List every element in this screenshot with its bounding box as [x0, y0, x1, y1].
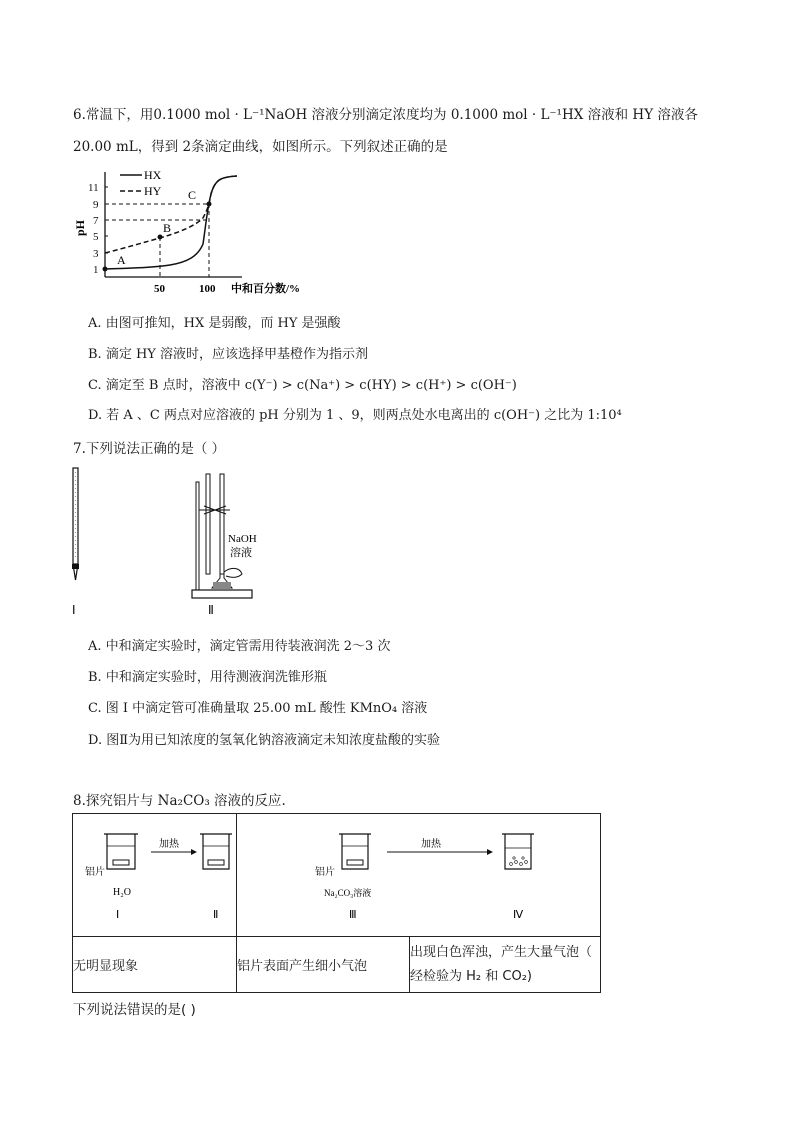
- x-tick-label: 50: [154, 283, 165, 295]
- q7-stem: 7.下列说法正确的是（ ）: [73, 441, 226, 457]
- point-b: [158, 235, 163, 240]
- al-label-1: 铝片: [85, 867, 105, 878]
- point-c-label: C: [188, 188, 197, 202]
- table-cell-exp2: [237, 814, 601, 937]
- table-cell-exp1: [73, 814, 237, 937]
- q7-option-b: B. 中和滴定实验时，用待测液润洗锥形瓶: [88, 670, 327, 685]
- y-tick-label: 5: [93, 231, 99, 243]
- point-a: [103, 267, 108, 272]
- q6-option-a: A. 由图可推知，HX 是弱酸，而 HY 是强酸: [88, 316, 341, 331]
- table-cell-obs1: [73, 937, 237, 993]
- roman-4: Ⅳ: [513, 909, 524, 921]
- titration-chart: [70, 164, 330, 298]
- x-tick-label: 100: [199, 283, 216, 295]
- roman-3: Ⅲ: [349, 909, 357, 921]
- al-label-2: 铝片: [315, 867, 335, 878]
- fig2-label: Ⅱ: [208, 603, 214, 617]
- experiment-1-figure: [73, 814, 236, 932]
- q6-option-b: B. 滴定 HY 溶液时，应该选择甲基橙作为指示剂: [88, 347, 369, 362]
- q8-footer: 下列说法错误的是( ): [73, 1002, 196, 1018]
- titration-apparatus-figure-2: [180, 462, 290, 622]
- q7-option-d: D. 图Ⅱ为用已知浓度的氢氧化钠溶液滴定未知浓度盐酸的实验: [88, 733, 441, 748]
- roman-2: Ⅱ: [213, 909, 219, 921]
- q6-stem-line1: 6.常温下，用0.1000 mol · L⁻¹NaOH 溶液分别滴定浓度均为 0.1000 mol · L⁻¹HX 溶液和 HY 溶液各: [73, 107, 698, 123]
- heat-label-2: 加热: [421, 839, 441, 850]
- point-b-label: B: [163, 221, 172, 235]
- experiment-2-figure: [237, 814, 600, 932]
- y-tick-label: 3: [93, 248, 99, 260]
- y-tick-label: 11: [88, 182, 99, 194]
- q7-option-a: A. 中和滴定实验时，滴定管需用待装液润洗 2～3 次: [88, 639, 391, 654]
- legend-hx-label: HX: [144, 168, 162, 182]
- table-cell-obs3: [410, 937, 601, 993]
- q6-option-c: C. 滴定至 B 点时，溶液中 c(Y⁻) > c(Na⁺) > c(HY) > c(H⁺) > c(OH⁻): [88, 378, 517, 393]
- y-tick-label: 9: [93, 199, 99, 211]
- observation-2: 铝片表面产生细小气泡: [237, 959, 368, 974]
- x-axis-label: 中和百分数/%: [231, 283, 301, 295]
- q8-stem: 8.探究铝片与 Na₂CO₃ 溶液的反应.: [73, 793, 286, 809]
- series-hy-line: [105, 176, 237, 253]
- observation-3-line1: 出现白色浑浊，产生大量气泡（: [410, 944, 593, 960]
- na2co3-label: Na₂CO₃溶液: [324, 888, 372, 898]
- q6-stem-line2: 20.00 mL，得到 2条滴定曲线，如图所示。下列叙述正确的是: [73, 139, 448, 155]
- table-cell-obs2: [237, 937, 410, 993]
- y-axis-label: pH: [73, 219, 87, 236]
- observation-3-line2: 经检验为 H₂ 和 CO₂): [410, 968, 532, 984]
- h2o-label: H₂O: [113, 887, 131, 898]
- legend-hy-label: HY: [144, 184, 162, 198]
- point-c: [207, 202, 212, 207]
- solution-label: 溶液: [230, 547, 252, 559]
- y-tick-label: 1: [93, 264, 99, 276]
- observation-1: 无明显现象: [73, 959, 139, 974]
- heat-label-1: 加热: [159, 839, 179, 850]
- experiment-table: [72, 813, 601, 993]
- roman-1: Ⅰ: [116, 909, 120, 921]
- naoh-label: NaOH: [228, 533, 257, 545]
- fig1-label: Ⅰ: [72, 603, 76, 617]
- point-a-label: A: [117, 253, 126, 267]
- y-tick-label: 7: [93, 215, 99, 227]
- q7-option-c: C. 图 I 中滴定管可准确量取 25.00 mL 酸性 KMnO₄ 溶液: [88, 701, 428, 716]
- q6-option-d: D. 若 A 、C 两点对应溶液的 pH 分别为 1 、9，则两点处水电离出的 c(OH⁻) 之比为 1:10⁴: [88, 408, 622, 423]
